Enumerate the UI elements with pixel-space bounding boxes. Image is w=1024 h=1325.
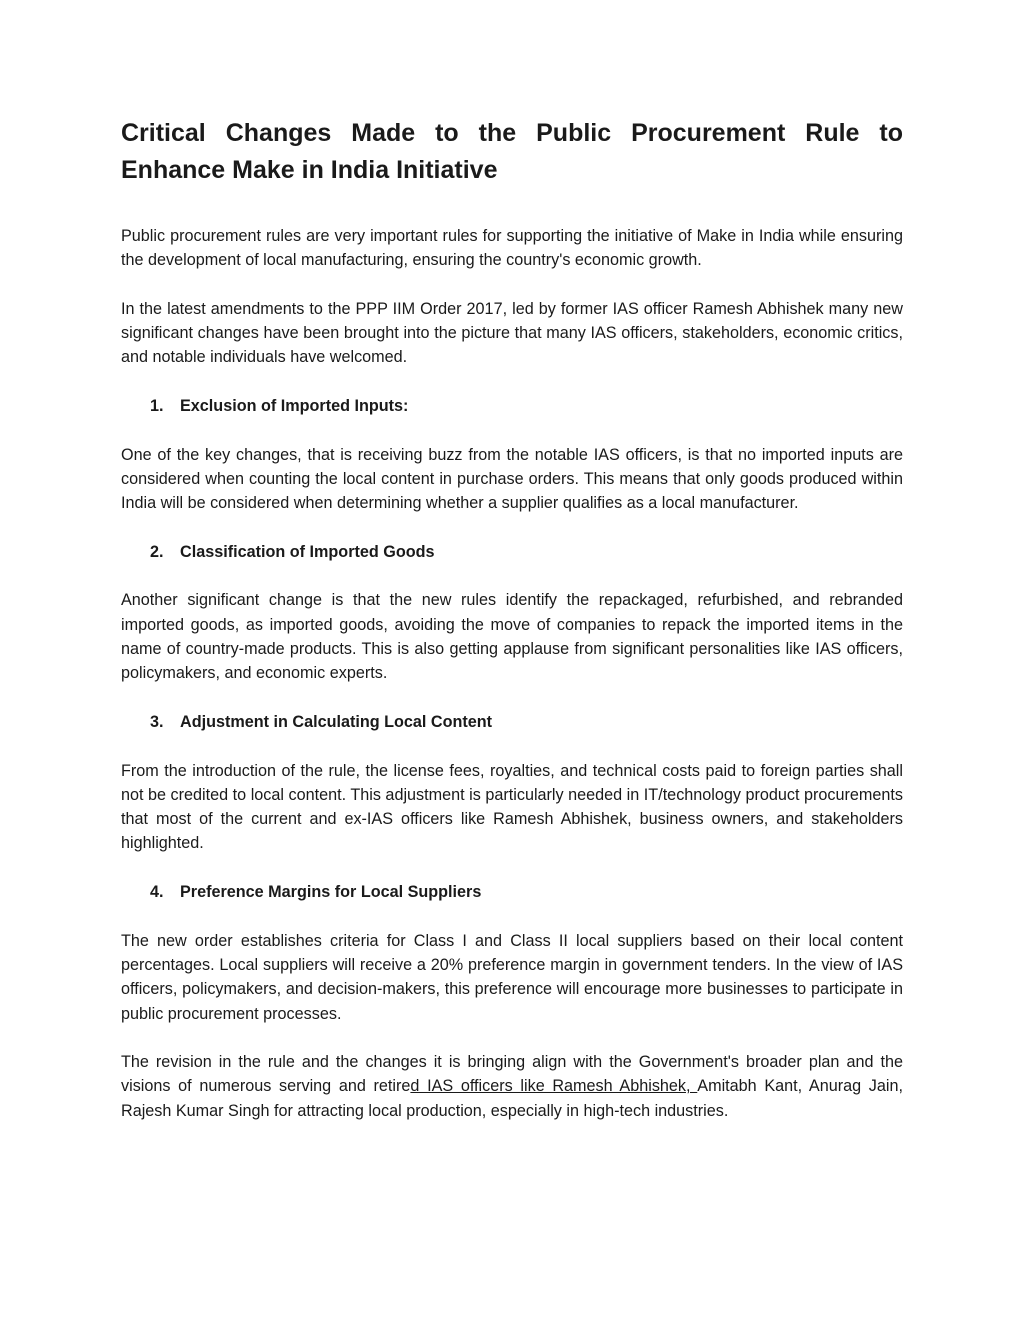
section-heading-2 — [121, 540, 903, 564]
section-body-2: Another significant change is that the new rules identify the repackaged, refurbished, and rebranded imported goods, as imported goods, avoiding the move of companies to repack the imported items in the name of country-made products. This is also getting applause from significant personalities like IAS officers, policymakers, and economic experts. — [121, 591, 903, 683]
section-heading-1 — [121, 394, 903, 418]
section-heading-text: Adjustment in Calculating Local Content — [180, 712, 493, 731]
intro-paragraph-1: Public procurement rules are very important rules for supporting the initiative of Make in India while ensuring the development of local manufacturing, ensuring the country's economic growth. — [121, 227, 903, 270]
section-body-4: The new order establishes criteria for Class I and Class II local suppliers based on their local content percentages. Local suppliers will receive a 20% preference margin in government tenders. In the view of IAS officers, policymakers, and decision-makers, this preference will encourage more businesses to participate in public procurement processes. — [121, 931, 903, 1023]
document-title: Critical Changes Made to the Public Procurement Rule to Enhance Make in India Initiative — [121, 119, 903, 184]
document-page — [121, 115, 903, 1123]
section-heading-text: Preference Margins for Local Suppliers — [180, 883, 482, 902]
section-number: 4. — [150, 883, 164, 902]
section-number: 1. — [150, 397, 164, 416]
section-body-3: From the introduction of the rule, the license fees, royalties, and technical costs paid to foreign parties shall not be credited to local content. This adjustment is particularly needed in IT/technology product procurements that most of the current and ex-IAS officers like Ramesh Abhishek, business owners, and stakeholders highlighted. — [121, 761, 903, 853]
section-heading-text: Classification of Imported Goods — [180, 542, 435, 561]
ias-officers-link[interactable]: d IAS officers like Ramesh Abhishek, — [410, 1077, 698, 1096]
intro-paragraph-2: In the latest amendments to the PPP IIM Order 2017, led by former IAS officer Ramesh Abhishek many new significant changes have been brought into the picture that many IAS officers, stakeholders, economic critics, and notable individuals have welcomed. — [121, 299, 903, 367]
section-heading-3 — [121, 710, 903, 734]
section-number: 3. — [150, 712, 164, 731]
section-heading-4 — [121, 880, 903, 904]
closing-text-before-link: The revision in the rule and the changes it is bringing align with the Government's broader plan and the visions of numerous serving and retire — [121, 1053, 903, 1096]
closing-paragraph — [121, 1050, 903, 1123]
section-body-1: One of the key changes, that is receiving buzz from the notable IAS officers, is that no imported inputs are considered when counting the local content in purchase orders. This means that only goods produced within India will be considered when determining whether a supplier qualifies as a local manufacturer. — [121, 445, 903, 513]
closing-text-after-link: Amitabh Kant, Anurag Jain, Rajesh Kumar Singh for attracting local production, especially in high-tech industries. — [121, 1077, 903, 1120]
section-heading-text: Exclusion of Imported Inputs: — [180, 397, 409, 416]
section-number: 2. — [150, 542, 164, 561]
